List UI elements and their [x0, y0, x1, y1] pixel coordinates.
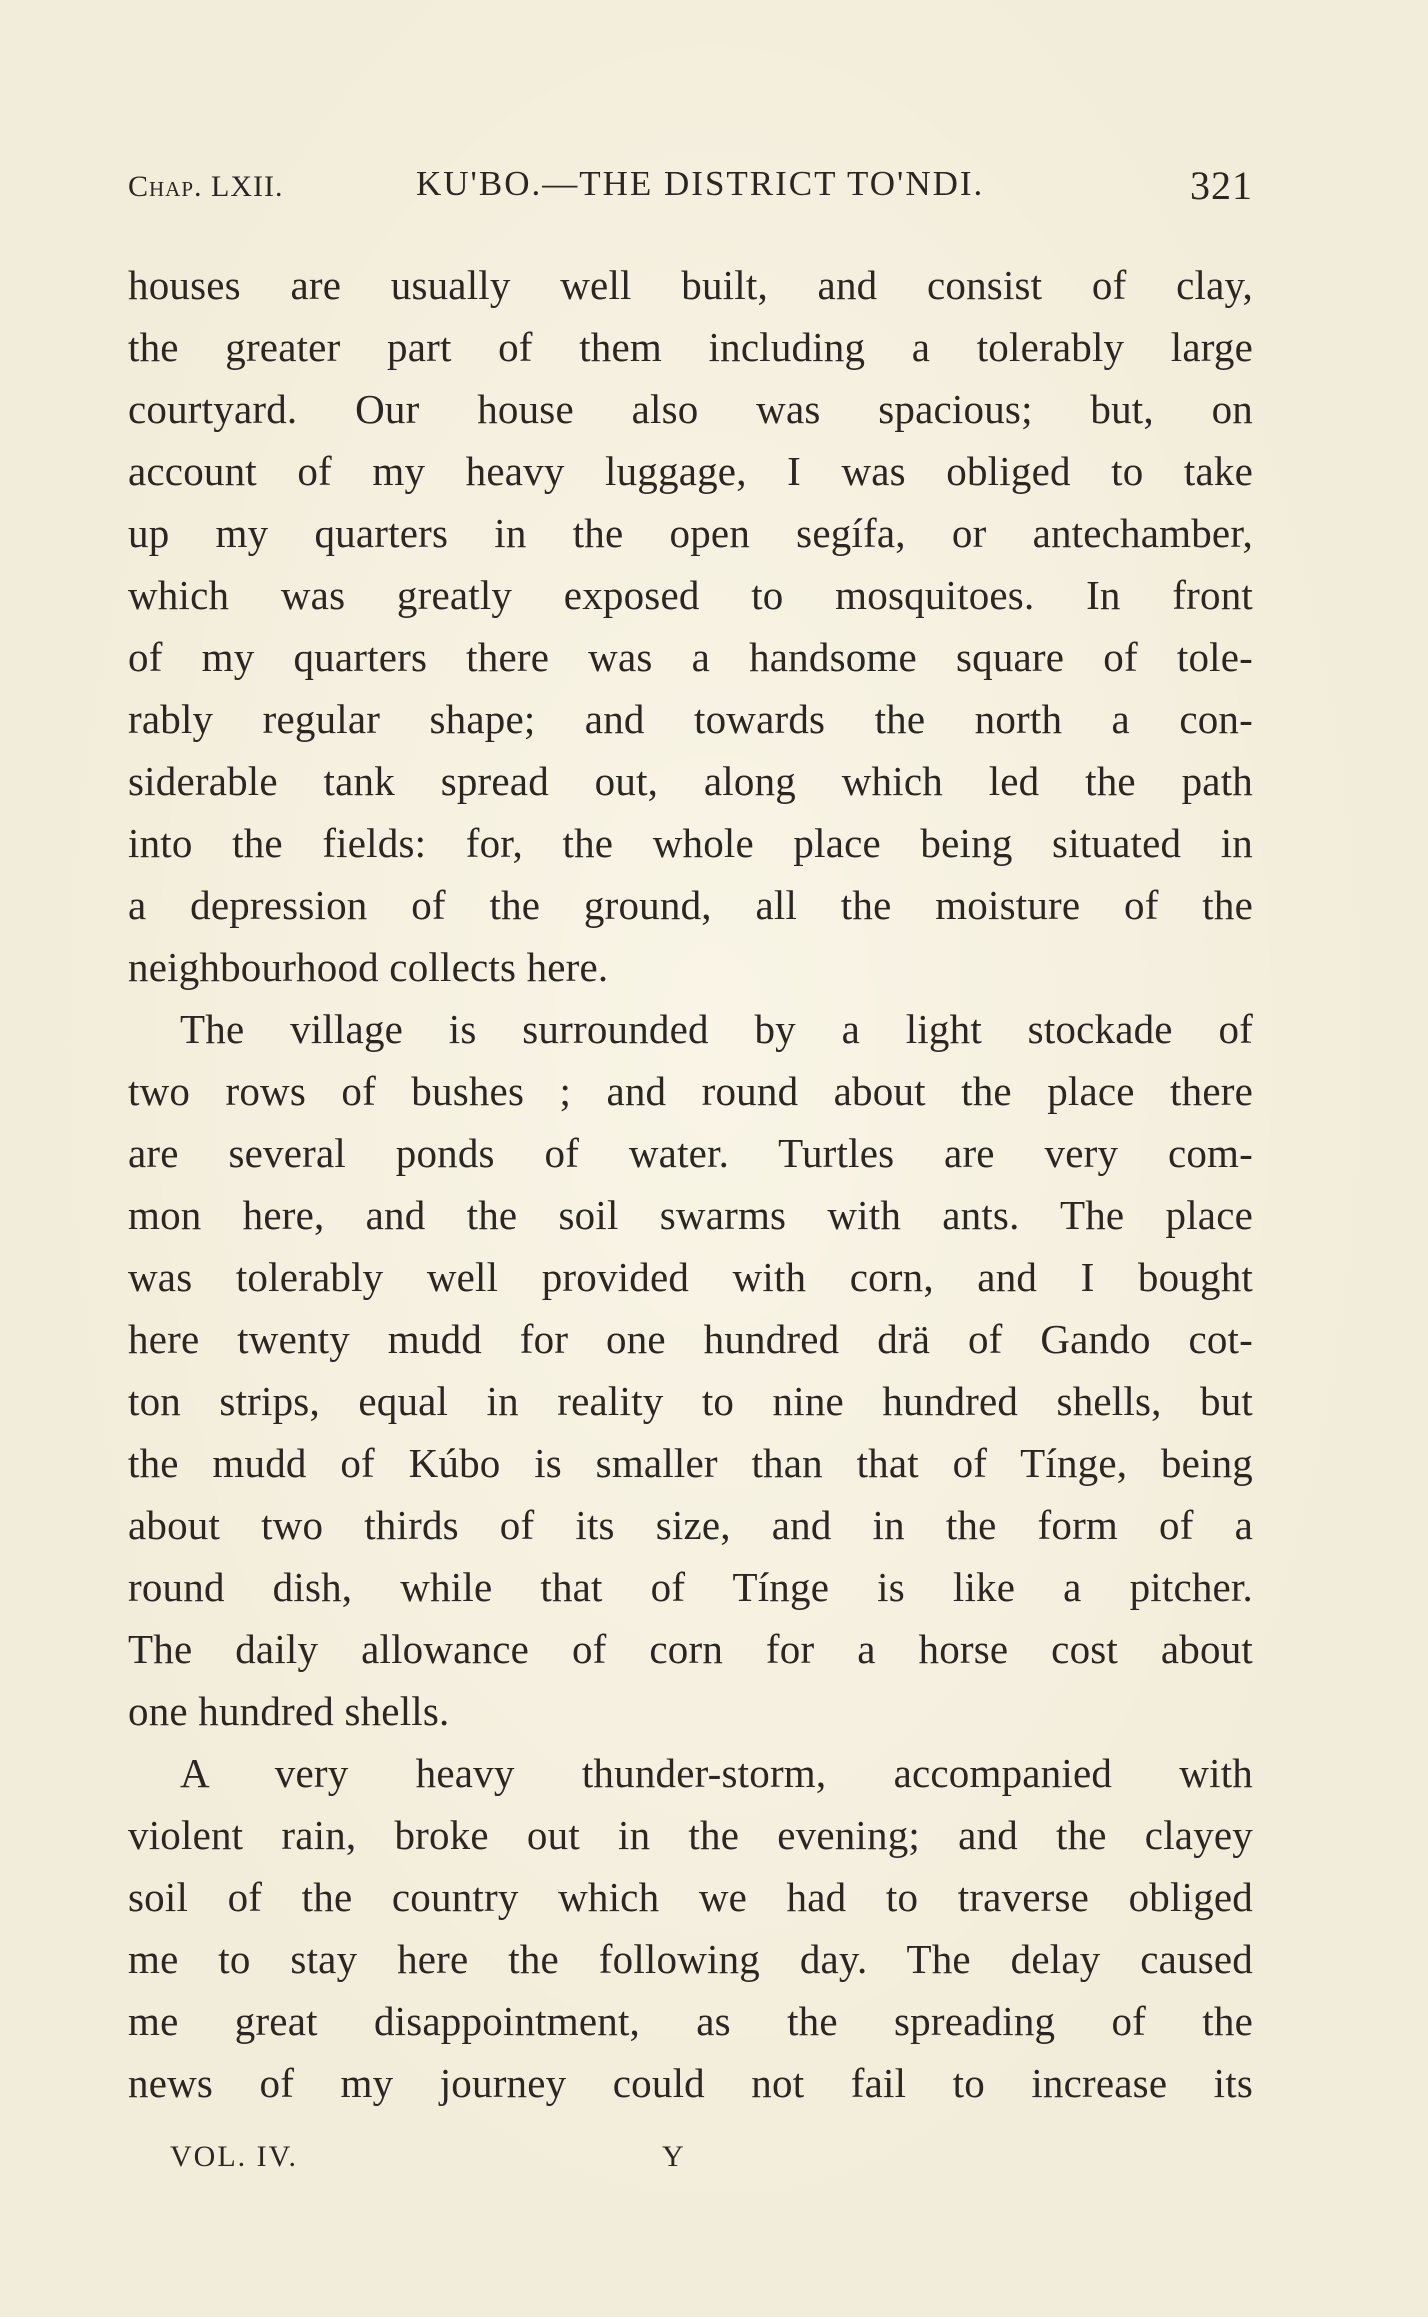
- body-text: [128, 254, 1253, 2114]
- text-line: me great disappointment, as the spreading of the: [128, 1998, 1253, 2044]
- text-line: was tolerably well provided with corn, and I bought: [128, 1254, 1253, 1300]
- text-line: violent rain, broke out in the evening; and the clayey: [128, 1812, 1253, 1858]
- text-line: a depression of the ground, all the moisture of the: [128, 882, 1253, 928]
- text-line: soil of the country which we had to traverse obliged: [128, 1874, 1253, 1920]
- text-line: are several ponds of water. Turtles are very com-: [128, 1130, 1253, 1176]
- text-line: account of my heavy luggage, I was obliged to take: [128, 448, 1253, 494]
- text-line: The daily allowance of corn for a horse cost about: [128, 1626, 1253, 1672]
- running-header: [128, 162, 1253, 212]
- text-line: me to stay here the following day. The delay caused: [128, 1936, 1253, 1982]
- page-number: 321: [1190, 163, 1253, 208]
- text-line: into the fields: for, the whole place being situated in: [128, 820, 1253, 866]
- text-line: of my quarters there was a handsome square of tole-: [128, 634, 1253, 680]
- text-line: ton strips, equal in reality to nine hundred shells, but: [128, 1378, 1253, 1424]
- text-line: about two thirds of its size, and in the form of a: [128, 1502, 1253, 1548]
- text-line: neighbourhood collects here.: [128, 944, 609, 990]
- text-line: here twenty mudd for one hundred drä of Gando cot-: [128, 1316, 1253, 1362]
- volume-label: VOL. IV.: [170, 2140, 298, 2173]
- text-line: news of my journey could not fail to increase its: [128, 2060, 1253, 2106]
- paragraph-start-line: A very heavy thunder-storm, accompanied with: [180, 1750, 1253, 1796]
- text-line: rably regular shape; and towards the north a con-: [128, 696, 1253, 742]
- running-title: KU'BO.—THE DISTRICT TO'NDI.: [416, 164, 985, 203]
- text-line: the greater part of them including a tolerably large: [128, 324, 1253, 370]
- text-line: the mudd of Kúbo is smaller than that of Tínge, being: [128, 1440, 1253, 1486]
- page-footer: [170, 2140, 770, 2180]
- text-line: houses are usually well built, and consist of clay,: [128, 262, 1253, 308]
- text-line: mon here, and the soil swarms with ants. The place: [128, 1192, 1253, 1238]
- text-line: which was greatly exposed to mosquitoes. In front: [128, 572, 1253, 618]
- chapter-label: Chap. LXII.: [128, 170, 284, 203]
- text-line: one hundred shells.: [128, 1688, 450, 1734]
- text-line: courtyard. Our house also was spacious; but, on: [128, 386, 1253, 432]
- paragraph-start-line: The village is surrounded by a light stockade of: [180, 1006, 1253, 1052]
- text-line: up my quarters in the open segífa, or antechamber,: [128, 510, 1253, 556]
- signature-mark: Y: [662, 2140, 686, 2173]
- text-line: round dish, while that of Tínge is like a pitcher.: [128, 1564, 1253, 1610]
- text-line: siderable tank spread out, along which led the path: [128, 758, 1253, 804]
- text-line: two rows of bushes ; and round about the place there: [128, 1068, 1253, 1114]
